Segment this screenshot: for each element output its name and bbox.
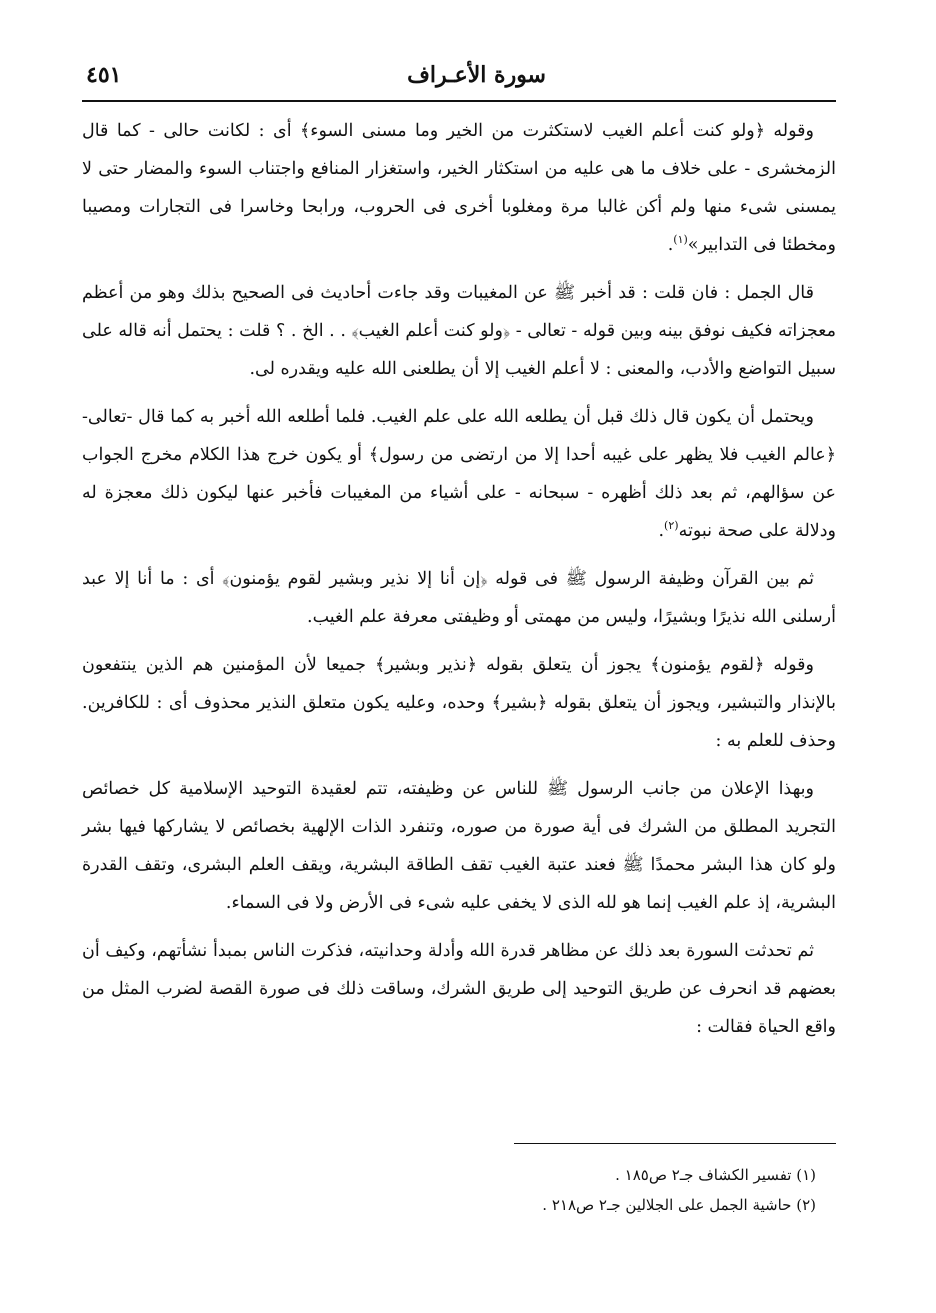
- paragraph-5: وقوله ﴿لقوم يؤمنون﴾ يجوز أن يتعلق بقوله ﴿نذير وبشير﴾ جميعا لأن المؤمنين هم الذين ينتفعون بالإنذار والتبشير، ويجوز أن يتعلق بقوله ﴿بشير﴾ وحده، وعليه يكون متعلق النذير محذوف أى : للكافرين. وحذف للعلم به :: [82, 655, 836, 751]
- paragraph-3-text: ويحتمل أن يكون قال ذلك قبل أن يطلعه الله على علم الغيب. فلما أطلعه الله أخبر به كما قال -تعالى- ﴿عالم الغيب فلا يظهر على غيبه أحدا إلا من ارتضى من رسول﴾ أو يكون خرج هذا الكلام مخرج الجواب عن سؤالهم، ثم بعد ذلك أظهره - سبحانه - على أشياء من المغيبات فأخبر عنها ليكون ذلك معجزة له ودلالة على صحة نبوته: [82, 407, 836, 541]
- paragraph-3: [82, 398, 836, 550]
- paragraph-6: وبهذا الإعلان من جانب الرسول ﷺ للناس عن وظيفته، تتم لعقيدة التوحيد الإسلامية كل خصائص التجريد المطلق من الشرك فى أية صورة من صوره، وتنفرد الذات الإلهية بخصائص لا يشاركها فيها بشر ولو كان هذا البشر محمدًا ﷺ فعند عتبة الغيب تقف الطاقة البشرية، ويقف العلم البشرى، وتقف القدرة البشرية، إذ علم الغيب إنما هو لله الذى لا يخفى عليه شىء فى الأرض ولا فى السماء.: [82, 779, 836, 913]
- paragraph-7: ثم تحدثت السورة بعد ذلك عن مظاهر قدرة الله وأدلة وحدانيته، فذكرت الناس بمبدأ نشأتهم، وكيف أن بعضهم قد انحرف عن طريق التوحيد إلى طريق الشرك، وساقت ذلك فى صورة القصة لضرب المثل من واقع الحياة فقالت :: [82, 941, 836, 1037]
- body-text: [82, 112, 836, 1056]
- paragraph-1-end: .: [667, 235, 674, 255]
- footnote-1: (١) تفسير الكشاف جـ٢ ص١٨٥ .: [615, 1166, 816, 1184]
- footnote-2: (٢) حاشية الجمل على الجلالين جـ٢ ص٢١٨ .: [542, 1196, 816, 1214]
- paragraph-1: [82, 112, 836, 264]
- footnote-rule: [514, 1143, 836, 1144]
- header-rule: [82, 100, 836, 102]
- paragraph-2: قال الجمل : فان قلت : قد أخبر ﷺ عن المغيبات وقد جاءت أحاديث فى الصحيح بذلك وهو من أعظم معجزاته فكيف نوفق بينه وبين قوله - تعالى - ﴿ولو كنت أعلم الغيب﴾ . . الخ . ؟ قلت : يحتمل أنه قاله على سبيل التواضع والأدب، والمعنى : لا أعلم الغيب إلا أن يطلعنى الله عليه ويقدره لى.: [82, 283, 836, 379]
- footnote-ref-2[interactable]: (٢): [664, 519, 679, 533]
- page-number: ٤٥١: [86, 62, 122, 88]
- surah-title: سورة الأعـراف: [407, 62, 546, 88]
- footnote-ref-1[interactable]: (١): [673, 233, 688, 247]
- footnotes: [82, 1160, 816, 1220]
- paragraph-1-text: وقوله ﴿ولو كنت أعلم الغيب لاستكثرت من الخير وما مسنى السوء﴾ أى : لكانت حالى - كما قال الزمخشرى - على خلاف ما هى عليه من استكثار الخير، واستغزار المنافع واجتناب السوء والمضار حتى لا يمسنى شىء منها ولم أكن غالبا مرة ومغلوبا أخرى فى الحروب، ورابحا وخاسرا فى التجارات ومصيبا ومخطئا فى التدابير»: [82, 121, 836, 255]
- page-header: [82, 58, 836, 98]
- paragraph-3-end: .: [658, 521, 665, 541]
- paragraph-4: ثم بين القرآن وظيفة الرسول ﷺ فى قوله ﴿إن أنا إلا نذير وبشير لقوم يؤمنون﴾ أى : ما أنا إلا عبد أرسلنى الله نذيرًا وبشيرًا، وليس من مهمتى أو وظيفتى معرفة علم الغيب.: [82, 569, 836, 627]
